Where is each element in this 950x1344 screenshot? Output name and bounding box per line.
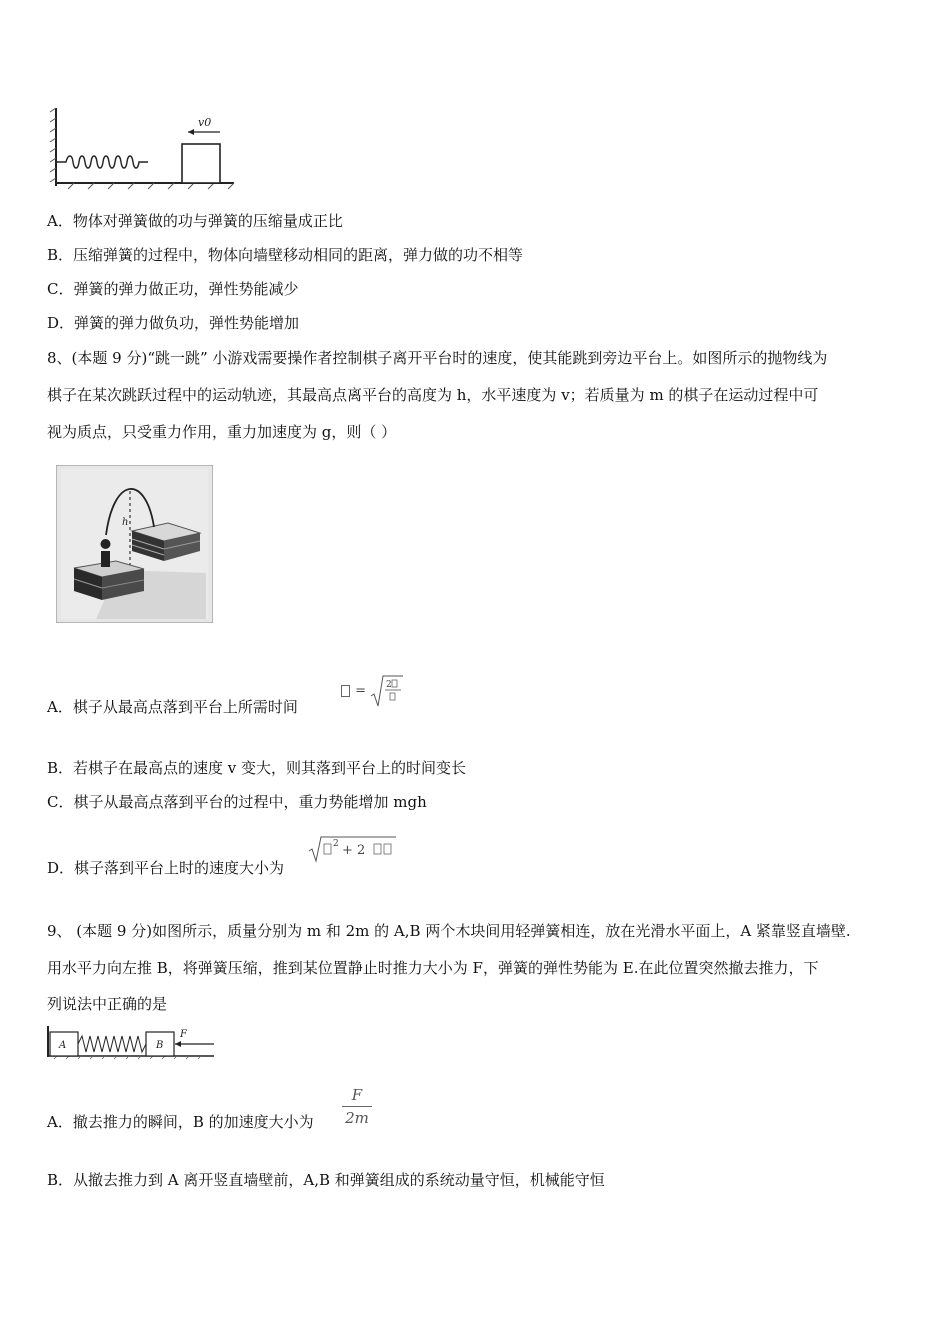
q9-option-a: A．撤去推力的瞬间，B 的加速度大小为	[47, 1113, 314, 1131]
spring-block-figure	[48, 100, 238, 192]
equals-sign: =	[355, 683, 367, 699]
block-b-label: B	[156, 1040, 164, 1051]
two-block-spring-figure	[44, 1024, 216, 1060]
q8-stem-line-2: 棋子在某次跳跃过程中的运动轨迹，其最高点离平台的高度为 h，水平速度为 v；若质量为 m 的棋子在运动过程中可	[47, 386, 819, 404]
q9-stem-line-3: 列说法中正确的是	[47, 995, 168, 1013]
q8-option-b: B．若棋子在最高点的速度 v 变大，则其落到平台上的时间变长	[47, 759, 467, 777]
q8-option-d: D．棋子落到平台上时的速度大小为	[47, 859, 285, 877]
q8-option-c: C．棋子从最高点落到平台的过程中，重力势能增加 mgh	[47, 793, 427, 811]
v0-label: v0	[198, 116, 212, 129]
q7-option-d: D．弹簧的弹力做负功，弹性势能增加	[47, 314, 300, 332]
q8-stem-line-1: 8、(本题 9 分)“跳一跳” 小游戏需要操作者控制棋子离开平台时的速度，使其能跳到旁边平台上。如图所示的抛物线为	[47, 349, 828, 367]
block-a-label: A	[59, 1040, 67, 1051]
sqrt-numerator: 2	[386, 680, 392, 690]
jump-game-figure	[56, 465, 213, 623]
q9-stem-line-2: 用水平力向左推 B，将弹簧压缩，推到某位置静止时推力大小为 F，弹簧的弹性势能为 E.在此位置突然撤去推力，下	[47, 959, 819, 977]
t-symbol	[341, 685, 350, 697]
sqrt-sign	[370, 674, 404, 708]
q9-option-b: B．从撤去推力到 A 离开竖直墙壁前，A,B 和弹簧组成的系统动量守恒，机械能守恒	[47, 1171, 605, 1189]
fraction-denominator: 2m	[345, 1109, 369, 1127]
h-label: h	[122, 517, 129, 528]
q7-option-c: C．弹簧的弹力做正功，弹性势能减少	[47, 280, 299, 298]
sqrt-expression	[308, 835, 398, 863]
fraction-bar	[342, 1106, 372, 1107]
fraction-numerator: F	[351, 1086, 363, 1104]
q8-option-d-formula	[308, 835, 398, 867]
q8-option-a-formula	[340, 674, 404, 708]
power-2: 2	[333, 839, 339, 849]
q8-stem-line-3: 视为质点，只受重力作用，重力加速度为 g，则（ ）	[47, 423, 397, 441]
q9-option-a-fraction	[342, 1086, 372, 1127]
force-f-label: F	[180, 1029, 187, 1040]
q7-option-a: A．物体对弹簧做的功与弹簧的压缩量成正比	[47, 212, 343, 230]
q9-stem-line-1: 9、 (本题 9 分)如图所示，质量分别为 m 和 2m 的 A,B 两个木块间用轻弹簧相连，放在光滑水平面上，A 紧靠竖直墙壁.	[47, 922, 851, 940]
q7-option-b: B．压缩弹簧的过程中，物体向墙壁移动相同的距离，弹力做的功不相等	[47, 246, 524, 264]
q8-option-a: A．棋子从最高点落到平台上所需时间	[47, 698, 298, 716]
plus-2: + 2	[342, 843, 366, 858]
